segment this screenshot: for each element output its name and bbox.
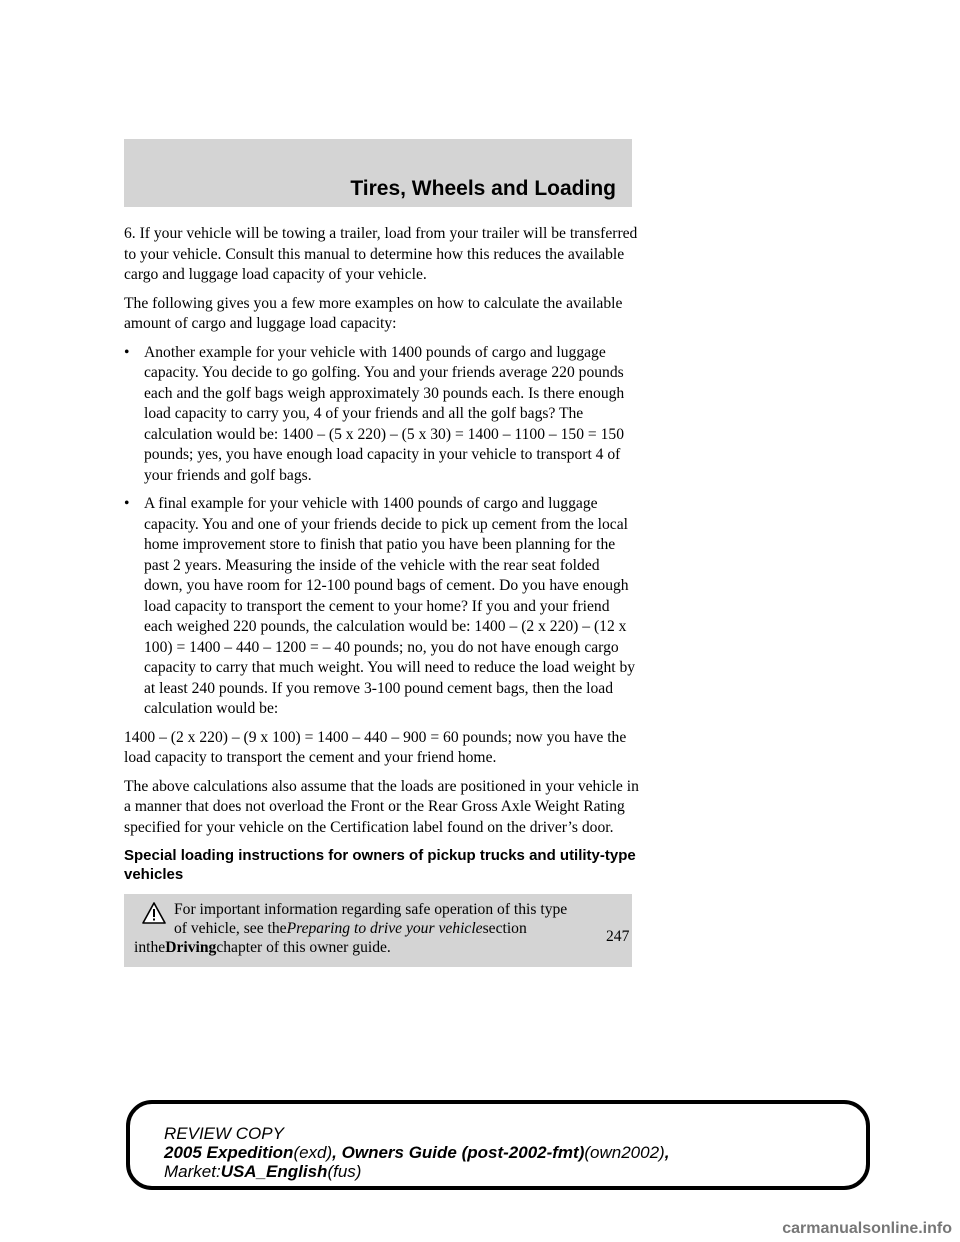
list-item-text: A final example for your vehicle with 1400 pounds of cargo and luggage capacity. You and one of your friends decide to pick up cement from the local home improvement store to finish that patio you have been planning for the past 2 years. Measuring the inside of the vehicle with the rear seat folded down, you have room for 12-100 pound bags of cement. Do you have enough load capacity to transport the cement to your home? If you and your friend each weighed 220 pounds, the calculation would be: 1400 – (2 x 220) – (12 x 100) = 1400 – 440 – 1200 = – 40 pounds; no, you do not have enough cargo capacity to carry that much weight. You will need to reduce the load weight by at least 240 pounds. If you remove 3-100 pound cement bags, then the load calculation would be: (144, 495, 636, 717)
watermark: carmanualsonline.info (782, 1220, 952, 1237)
subheading-pickup-trucks: Special loading instructions for owners of pickup trucks and utility-type vehicles (124, 847, 636, 883)
model-name: 2005 Expedition (164, 1143, 294, 1162)
list-item-cement-example (124, 494, 639, 720)
paragraph-axle-weight: The above calculations also assume that the loads are positioned in your vehicle in a manner that does not overload the Front or the Rear Gross Axle Weight Rating specified for your vehicle on the Certification label found on the driver’s door. (124, 777, 639, 836)
review-copy-market-line (164, 1162, 669, 1181)
warning-section-reference: Preparing to drive your vehicle (286, 920, 483, 937)
warning-text: chapter of this owner guide. (216, 939, 391, 956)
separator: , (664, 1143, 670, 1162)
guide-code: (own2002) (584, 1143, 665, 1162)
warning-chapter-reference: Driving (165, 939, 217, 956)
page-number: 247 (606, 928, 630, 945)
model-code: (exd) (293, 1143, 333, 1162)
market-name: USA_English (220, 1162, 328, 1181)
section-header-band (124, 139, 632, 207)
section-title: Tires, Wheels and Loading (350, 177, 616, 200)
main-content (124, 224, 639, 967)
warning-text-line (134, 919, 624, 938)
market-code: (fus) (327, 1162, 362, 1181)
review-copy-label: REVIEW COPY (164, 1124, 284, 1143)
warning-text-line (134, 938, 624, 957)
guide-name: , Owners Guide (post-2002-fmt) (332, 1143, 585, 1162)
market-label: Market: (164, 1162, 221, 1181)
bullet-icon: • (124, 343, 130, 361)
review-copy-model-line (164, 1143, 669, 1162)
warning-box (124, 894, 632, 967)
warning-text: of vehicle, see the (174, 920, 287, 937)
list-item-golf-example (124, 343, 639, 487)
paragraph-calculation: 1400 – (2 x 220) – (9 x 100) = 1400 – 440 – 900 = 60 pounds; now you have the load capacity to transport the cement and your friend home. (124, 728, 627, 766)
paragraph-examples-intro: The following gives you a few more examples on how to calculate the available amount of cargo and luggage load capacity: (124, 294, 623, 332)
list-item-text: Another example for your vehicle with 1400 pounds of cargo and luggage capacity. You decide to go golfing. You and your friends average 220 pounds each and the golf bags weigh approximately 30 pounds each. Is there enough load capacity to carry you, 4 of your friends and all the golf bags? The calculation would be: 1400 – (5 x 220) – (5 x 30) = 1400 – 1100 – 150 = 150 pounds; yes, you have enough load capacity in your vehicle to transport 4 of your friends and golf bags. (144, 343, 625, 484)
warning-triangle-icon (142, 902, 166, 924)
bullet-icon: • (124, 495, 130, 512)
warning-text: section (482, 920, 527, 937)
warning-text-line: For important information regarding safe operation of this type (174, 901, 568, 918)
warning-text: inthe (134, 939, 166, 956)
paragraph-trailer-load: 6. If your vehicle will be towing a trailer, load from your trailer will be transferred to your vehicle. Consult this manual to determine how this reduces the available cargo and luggage load capacity of your vehicle. (124, 225, 638, 283)
review-copy-text (164, 1124, 669, 1181)
